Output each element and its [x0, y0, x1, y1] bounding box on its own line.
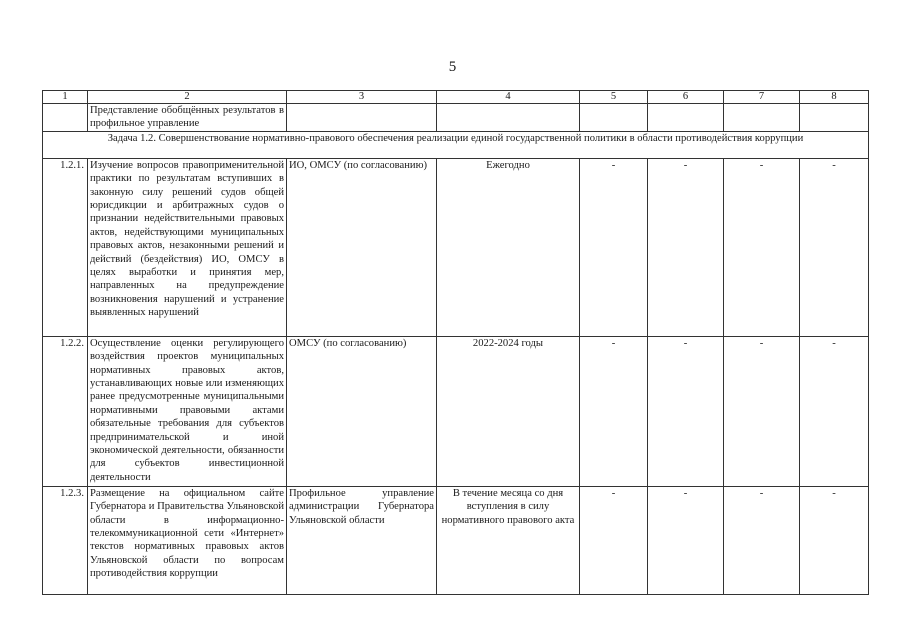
column-header: 3 — [287, 91, 437, 104]
funding-cell: - — [800, 336, 869, 486]
funding-cell — [648, 104, 724, 132]
table-row — [43, 486, 869, 594]
executor-cell — [287, 104, 437, 132]
measures-table — [42, 90, 869, 595]
column-header: 8 — [800, 91, 869, 104]
funding-cell: - — [580, 486, 648, 594]
measure-text: Осуществление оценки регулирующего воздействия проектов муниципальных нормативных правовых актов, устанавливающих новые или изменяющих ранее предусмотренные муниципальными нормативными правовыми актами обязательные требования для субъектов предпринимательской и иной экономической деятельности, обязанности для субъектов инвестиционной деятельности — [88, 336, 287, 486]
funding-cell: - — [580, 158, 648, 336]
funding-cell: - — [724, 158, 800, 336]
funding-cell: - — [648, 486, 724, 594]
row-number: 1.2.3. — [43, 486, 88, 594]
column-header: 2 — [88, 91, 287, 104]
row-number: 1.2.2. — [43, 336, 88, 486]
funding-cell: - — [800, 158, 869, 336]
funding-cell — [724, 104, 800, 132]
page-number: 5 — [448, 59, 457, 75]
table-row — [43, 158, 869, 336]
funding-cell — [580, 104, 648, 132]
funding-cell: - — [648, 158, 724, 336]
term-cell: В течение месяца со дня вступления в силу нормативного правового акта — [437, 486, 580, 594]
measure-text: Изучение вопросов правоприменительной практики по результатам вступивших в законную силу решений судов общей юрисдикции и арбитражных судов о признании недействительными правовых актов, недействующими муниципальных правовых актов, незаконными решений и действий (бездействия) ИО, ОМСУ в целях выработки и принятия мер, направленных на предупреждение возникновения нарушений и устранение выявленных нарушений — [88, 158, 287, 336]
funding-cell — [800, 104, 869, 132]
column-header: 6 — [648, 91, 724, 104]
executor-cell: ИО, ОМСУ (по согласованию) — [287, 158, 437, 336]
column-header: 4 — [437, 91, 580, 104]
task-row — [43, 131, 869, 158]
column-number-row — [43, 91, 869, 104]
funding-cell: - — [648, 336, 724, 486]
term-cell: Ежегодно — [437, 158, 580, 336]
term-cell — [437, 104, 580, 132]
funding-cell: - — [580, 336, 648, 486]
column-header: 7 — [724, 91, 800, 104]
table-row — [43, 104, 869, 132]
task-heading: Задача 1.2. Совершенствование нормативно-правового обеспечения реализации единой государственной политики в области противодействия коррупции — [43, 131, 869, 158]
executor-cell: ОМСУ (по согласованию) — [287, 336, 437, 486]
row-number — [43, 104, 88, 132]
column-header: 1 — [43, 91, 88, 104]
row-number: 1.2.1. — [43, 158, 88, 336]
measure-text: Размещение на официальном сайте Губернатора и Правительства Ульяновской области в информационно-телекоммуникационной сети «Интернет» текстов нормативных правовых актов Ульяновской области по вопросам противодействия коррупции — [88, 486, 287, 594]
funding-cell: - — [800, 486, 869, 594]
term-cell: 2022-2024 годы — [437, 336, 580, 486]
funding-cell: - — [724, 486, 800, 594]
measure-text: Представление обобщённых результатов в профильное управление — [88, 104, 287, 132]
executor-cell: Профильное управление администрации Губернатора Ульяновской области — [287, 486, 437, 594]
funding-cell: - — [724, 336, 800, 486]
table-row — [43, 336, 869, 486]
column-header: 5 — [580, 91, 648, 104]
